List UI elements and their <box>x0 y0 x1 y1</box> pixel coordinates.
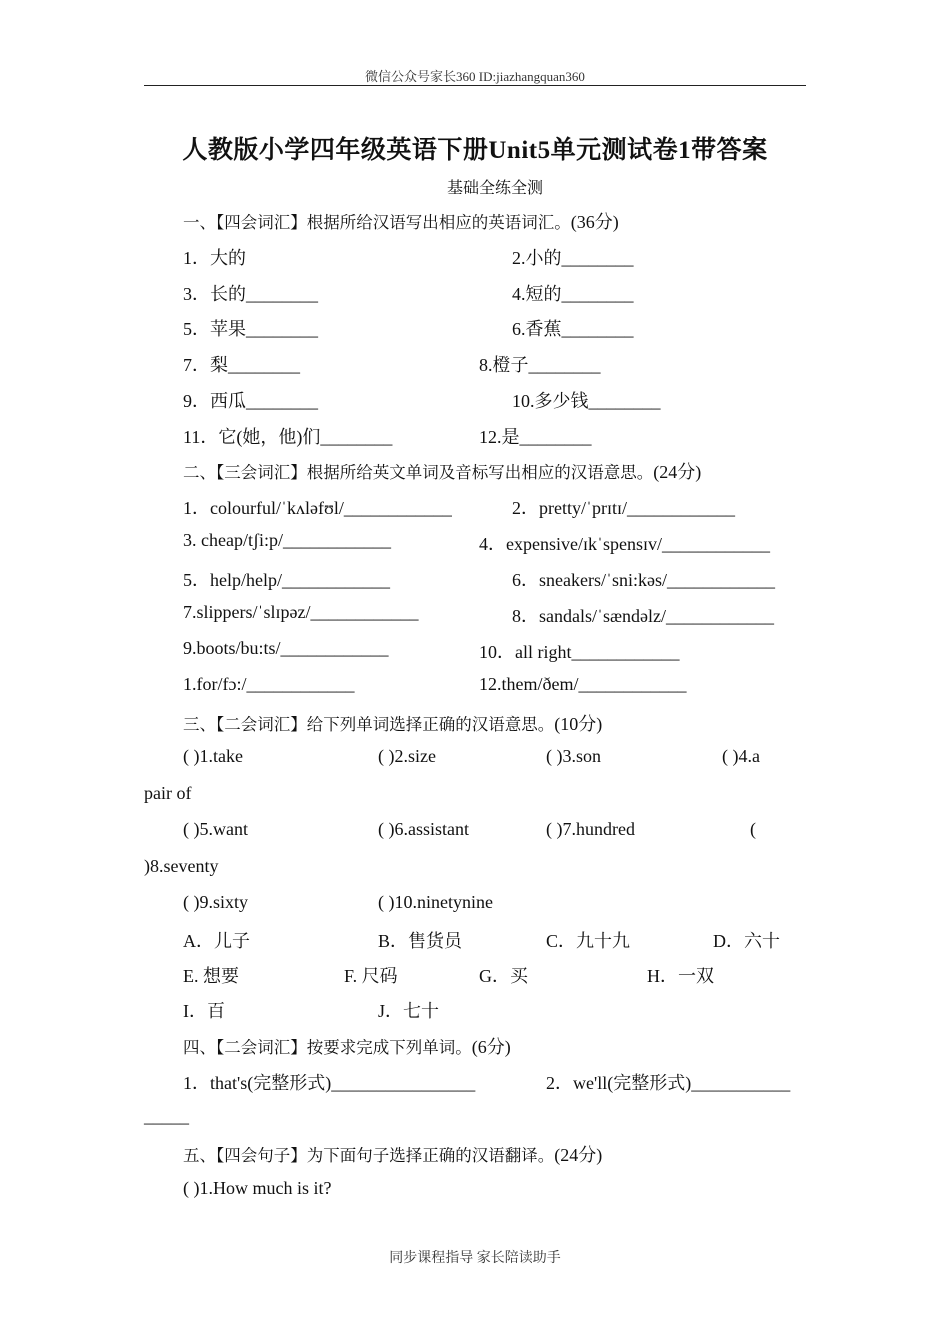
section-points: (36分) <box>570 212 619 232</box>
section-label: 二、【三会词汇】根据所给英文单词及音标写出相应的汉语意思。 <box>183 463 654 482</box>
question-item: 2．we'll(完整形式)___________ <box>546 1073 791 1093</box>
question-item: 6.香蕉________ <box>512 319 634 339</box>
page-subtitle: 基础全练全测 <box>446 178 543 197</box>
question-item: ( )5.want <box>183 819 248 839</box>
question-item: 12.them/ðem/____________ <box>479 674 687 694</box>
option-item: F. 尺码 <box>344 966 398 986</box>
section-label: 五、【四会句子】为下面句子选择正确的汉语翻译。 <box>183 1146 555 1165</box>
option-item: B．售货员 <box>378 931 463 951</box>
question-item: 4．expensive/ɪkˈspensɪv/____________ <box>479 534 770 554</box>
section-points: (24分) <box>554 1145 603 1165</box>
question-item: 9．西瓜________ <box>183 391 318 411</box>
page-footer: 同步课程指导 家长陪读助手 <box>389 1251 561 1266</box>
question-item: pair of <box>144 783 192 803</box>
question-item: ( )7.hundred <box>546 819 635 839</box>
question-item: ( )3.son <box>546 746 601 766</box>
question-item: 7.slippers/ˈslɪpəz/____________ <box>183 602 419 622</box>
question-item: 5．苹果________ <box>183 319 318 339</box>
option-item: I．百 <box>183 1001 225 1021</box>
question-item: 8．sandals/ˈsændəlz/____________ <box>512 606 774 626</box>
question-item: ( )10.ninetynine <box>378 892 493 912</box>
page-title: 人教版小学四年级英语下册Unit5单元测试卷1带答案 <box>182 137 768 164</box>
question-item: 7．梨________ <box>183 355 300 375</box>
option-item: A．儿子 <box>183 931 250 951</box>
question-item: ( <box>750 819 756 839</box>
question-item: 5．help/help/____________ <box>183 570 390 590</box>
section-4-heading <box>183 1033 511 1059</box>
option-item: H．一双 <box>647 966 714 986</box>
question-item: 1．that's(完整形式)________________ <box>183 1073 476 1093</box>
question-item: 10．all right____________ <box>479 642 680 662</box>
option-item: E. 想要 <box>183 966 239 986</box>
question-item: ( )2.size <box>378 746 436 766</box>
page-header: 微信公众号家长360 ID:jiazhangquan360 <box>365 69 585 84</box>
section-label: 三、【二会词汇】给下列单词选择正确的汉语意思。 <box>183 715 555 734</box>
question-item: 2.小的________ <box>512 248 634 268</box>
question-item: 1．大的 <box>183 248 246 268</box>
question-item: 3. cheap/tʃi:p/____________ <box>183 530 391 550</box>
question-item: ( )6.assistant <box>378 819 469 839</box>
section-3-heading <box>183 710 602 736</box>
question-item: 8.橙子________ <box>479 355 601 375</box>
option-item: J．七十 <box>378 1001 440 1021</box>
question-item: 1．colourful/ˈkʌləfʊl/____________ <box>183 498 452 518</box>
section-label: 一、【四会词汇】根据所给汉语写出相应的英语词汇。 <box>183 213 571 232</box>
section-label: 四、【二会词汇】按要求完成下列单词。 <box>183 1038 472 1057</box>
question-item: 6．sneakers/ˈsni:kəs/____________ <box>512 570 775 590</box>
option-item: D．六十 <box>713 931 780 951</box>
section-2-heading <box>183 458 701 484</box>
question-item: 10.多少钱________ <box>512 391 661 411</box>
question-item: 9.boots/bu:ts/____________ <box>183 638 389 658</box>
section-5-heading <box>183 1141 602 1167</box>
question-item: 1.for/fɔ:/____________ <box>183 674 355 694</box>
section-points: (24分) <box>653 462 702 482</box>
question-item: )8.seventy <box>144 856 219 876</box>
option-item: C．九十九 <box>546 931 631 951</box>
question-item: 11．它(她，他)们________ <box>183 427 393 447</box>
question-item: 3．长的________ <box>183 284 318 304</box>
section-1-heading <box>183 208 619 234</box>
question-item: ( )1.take <box>183 746 243 766</box>
question-item: _____ <box>144 1106 189 1126</box>
section-points: (6分) <box>471 1037 511 1057</box>
question-item: 2．pretty/ˈprɪtɪ/____________ <box>512 498 735 518</box>
question-item: 12.是________ <box>479 427 592 447</box>
header-divider <box>144 85 806 86</box>
option-item: G．买 <box>479 966 528 986</box>
section-points: (10分) <box>554 714 603 734</box>
question-item: ( )9.sixty <box>183 892 248 912</box>
question-item: ( )4.a <box>722 746 760 766</box>
question-item: 4.短的________ <box>512 284 634 304</box>
question-item: ( )1.How much is it? <box>183 1178 332 1198</box>
